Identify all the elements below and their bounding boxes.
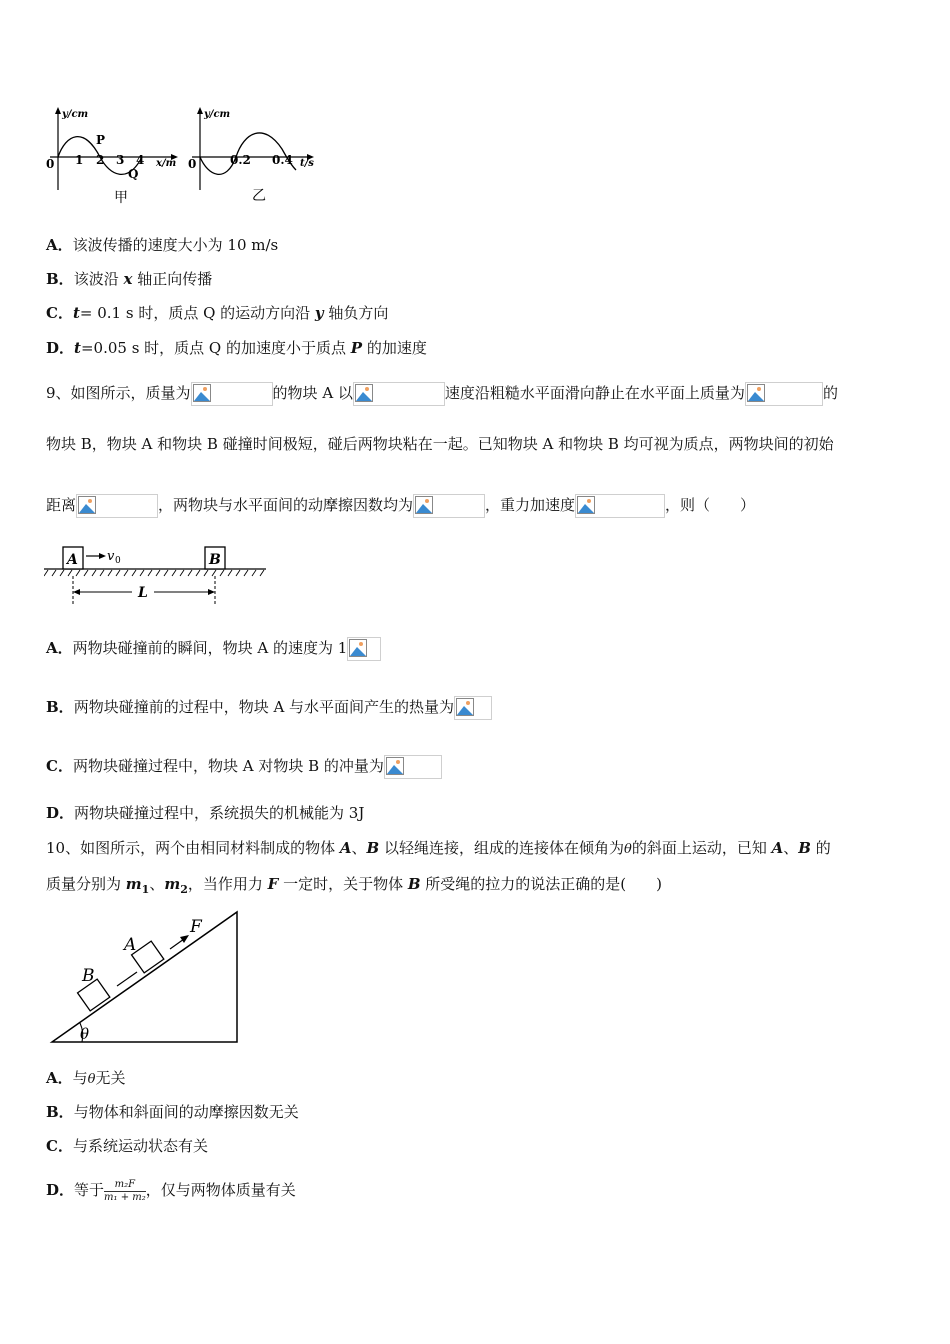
broken-image-icon (745, 382, 823, 406)
broken-image-icon (575, 494, 665, 518)
broken-image-icon (191, 382, 273, 406)
v0-sub-label: 0 (115, 556, 121, 566)
incline-theta-label: θ (80, 1025, 90, 1043)
q10-var-b-2: B (798, 839, 811, 857)
incline-label-a: A (124, 935, 137, 955)
q9-option-d-text: 两物块碰撞过程中，系统损失的机械能为 3J (74, 804, 365, 822)
q9-figure-blocks (44, 538, 268, 610)
q10-var-b-3: B (407, 875, 421, 893)
q8-option-c-var-t: t (72, 304, 80, 322)
q8-option-d-text-1: =0.05 s 时，质点 Q 的加速度小于质点 (80, 339, 351, 357)
q10-option-a-text-1: 与 (72, 1069, 88, 1087)
q9-line3-part-2: ，两物块与水平面间的动摩擦因数均为 (158, 496, 414, 514)
jia-axis-y: y/cm (62, 109, 89, 120)
q9-option-b-letter: B． (46, 698, 74, 716)
q8-option-a-text: 该波传播的速度大小为 10 m/s (72, 236, 279, 254)
q8-option-c (46, 302, 388, 324)
q10-line1-d: 的 (810, 839, 831, 857)
q9-option-c (46, 755, 442, 779)
q10-option-d (46, 1172, 296, 1208)
q8-option-d (46, 337, 427, 359)
q9-line1-part-2: 的物块 A 以 (272, 384, 353, 402)
q10-sep: 、 (351, 839, 367, 857)
q10-m2-sub: 2 (180, 883, 188, 896)
jia-tick-3: 3 (116, 153, 125, 167)
q10-m1: m (125, 875, 142, 893)
broken-image-icon (384, 755, 442, 779)
q10-var-a: A (339, 839, 352, 857)
wave-figure-yi (186, 104, 326, 210)
q10-option-d-text-2: ，仅与两物体质量有关 (145, 1181, 296, 1199)
yi-axis-y: y/cm (204, 109, 231, 120)
jia-point-q: Q (128, 167, 139, 181)
q10-figure-incline (44, 906, 244, 1048)
jia-axis-x: x/m (156, 158, 177, 169)
broken-image-icon (76, 494, 158, 518)
q9-option-b-text: 两物块碰撞前的过程中，物块 A 与水平面间产生的热量为 (73, 698, 455, 716)
v0-label: v (107, 549, 115, 564)
broken-image-icon (413, 494, 485, 518)
q9-line1-part-1: 9、如图所示，质量为 (46, 384, 191, 402)
q10-line-1 (46, 837, 831, 861)
q8-option-a-letter: A． (46, 236, 73, 254)
q9-option-c-text: 两物块碰撞过程中，物块 A 对物块 B 的冲量为 (72, 757, 384, 775)
q9-line1-part-4: 的 (822, 384, 838, 402)
jia-tick-1: 1 (75, 153, 84, 167)
q9-option-d (46, 802, 364, 824)
block-b-label: B (209, 552, 221, 568)
fraction-numerator: m₂F (104, 1179, 146, 1192)
q10-sep-3: 、 (149, 875, 165, 893)
q8-option-b-text-2: 轴正向传播 (132, 270, 213, 288)
q8-option-b-letter: B． (46, 270, 74, 288)
q10-line-2 (46, 873, 662, 901)
q10-line1-c: 的斜面上运动，已知 (631, 839, 772, 857)
q10-option-a-text-2: 无关 (95, 1069, 126, 1087)
q9-option-d-letter: D． (46, 804, 75, 822)
yi-axis-x: t/s (300, 158, 314, 169)
q10-line2-c: 一定时，关于物体 (278, 875, 408, 893)
q8-option-b-text-1: 该波沿 (73, 270, 124, 288)
q10-option-d-text-1: 等于 (74, 1181, 105, 1199)
q10-option-b (46, 1101, 299, 1123)
q8-option-d-var: P (350, 339, 363, 357)
q10-line1-b: 以轻绳连接，组成的连接体在倾角为 (379, 839, 624, 857)
q10-m1-sub: 1 (141, 883, 150, 896)
length-label: L (138, 585, 148, 601)
q8-option-c-text-2: 轴负方向 (323, 304, 389, 322)
q10-option-d-fraction (104, 1179, 146, 1204)
q10-line2-b: ，当作用力 (187, 875, 268, 893)
q10-option-a-theta: θ (87, 1072, 96, 1087)
q9-line1-part-3: 速度沿粗糙水平面滑向静止在水平面上质量为 (444, 384, 745, 402)
q9-line-3 (46, 494, 755, 518)
q9-line3-part-1: 距离 (46, 496, 77, 514)
q9-line-1 (46, 382, 838, 406)
q8-option-a (46, 234, 278, 256)
broken-image-icon (347, 637, 381, 661)
q9-option-a-letter: A． (46, 639, 73, 657)
q10-m2: m (164, 875, 181, 893)
q10-option-b-letter: B． (46, 1103, 74, 1121)
q10-option-a-letter: A． (46, 1069, 73, 1087)
block-a-label: A (67, 552, 78, 568)
q10-var-b: B (366, 839, 380, 857)
q10-option-c-text: 与系统运动状态有关 (72, 1137, 208, 1155)
block-a-incline (132, 941, 164, 973)
q10-option-b-text: 与物体和斜面间的动摩擦因数无关 (73, 1103, 299, 1121)
q9-option-c-letter: C． (46, 757, 73, 775)
q10-line1-a: 10、如图所示，两个由相同材料制成的物体 (46, 839, 340, 857)
q9-option-b (46, 696, 492, 720)
q10-var-a-2: A (771, 839, 784, 857)
q8-option-d-var-t: t (74, 339, 81, 357)
q9-line3-part-4: ，则（ ） (665, 496, 756, 514)
incline-label-b: B (82, 966, 95, 986)
q8-option-c-var: y (314, 304, 324, 322)
q10-option-a (46, 1067, 126, 1091)
q9-line2-text: 物块 B，物块 A 和物块 B 碰撞时间极短，碰后两物块粘在一起。已知物块 A 和物块 B 均可视为质点，两物块间的初始 (46, 435, 834, 453)
yi-tick-0-4: 0.4 (272, 153, 293, 167)
jia-caption: 甲 (114, 190, 128, 206)
broken-image-icon (353, 382, 445, 406)
fraction-denominator: m₁ + m₂ (104, 1191, 146, 1203)
yi-tick-0-2: 0.2 (230, 153, 251, 167)
jia-point-p: P (96, 133, 106, 147)
q8-option-c-text-1: = 0.1 s 时，质点 Q 的运动方向沿 (79, 304, 315, 322)
jia-origin: 0 (46, 157, 55, 171)
q10-option-c-letter: C． (46, 1137, 73, 1155)
q10-line2-d: 所受绳的拉力的说法正确的是( ) (420, 875, 663, 893)
q10-theta: θ (623, 842, 632, 857)
yi-caption: 乙 (252, 188, 266, 204)
q9-line3-part-3: ，重力加速度 (485, 496, 576, 514)
q9-option-a (46, 637, 381, 661)
q10-option-c (46, 1135, 208, 1157)
q10-sep-2: 、 (783, 839, 799, 857)
q9-option-a-text: 两物块碰撞前的瞬间，物块 A 的速度为 1 (72, 639, 348, 657)
q9-line-2 (46, 433, 834, 455)
incline-label-f: F (190, 917, 202, 937)
broken-image-icon (454, 696, 492, 720)
q10-var-f: F (267, 875, 279, 893)
jia-tick-2: 2 (96, 153, 105, 167)
q8-option-b-var: x (123, 270, 133, 288)
q8-option-c-letter: C． (46, 304, 73, 322)
q8-option-b (46, 268, 212, 290)
q10-line2-a: 质量分别为 (46, 875, 126, 893)
wave-figure-jia (44, 104, 184, 210)
q8-option-d-letter: D． (46, 339, 75, 357)
q10-option-d-letter: D． (46, 1181, 75, 1199)
q8-option-d-text-2: 的加速度 (362, 339, 427, 357)
yi-origin: 0 (188, 157, 197, 171)
jia-tick-4: 4 (136, 153, 145, 167)
